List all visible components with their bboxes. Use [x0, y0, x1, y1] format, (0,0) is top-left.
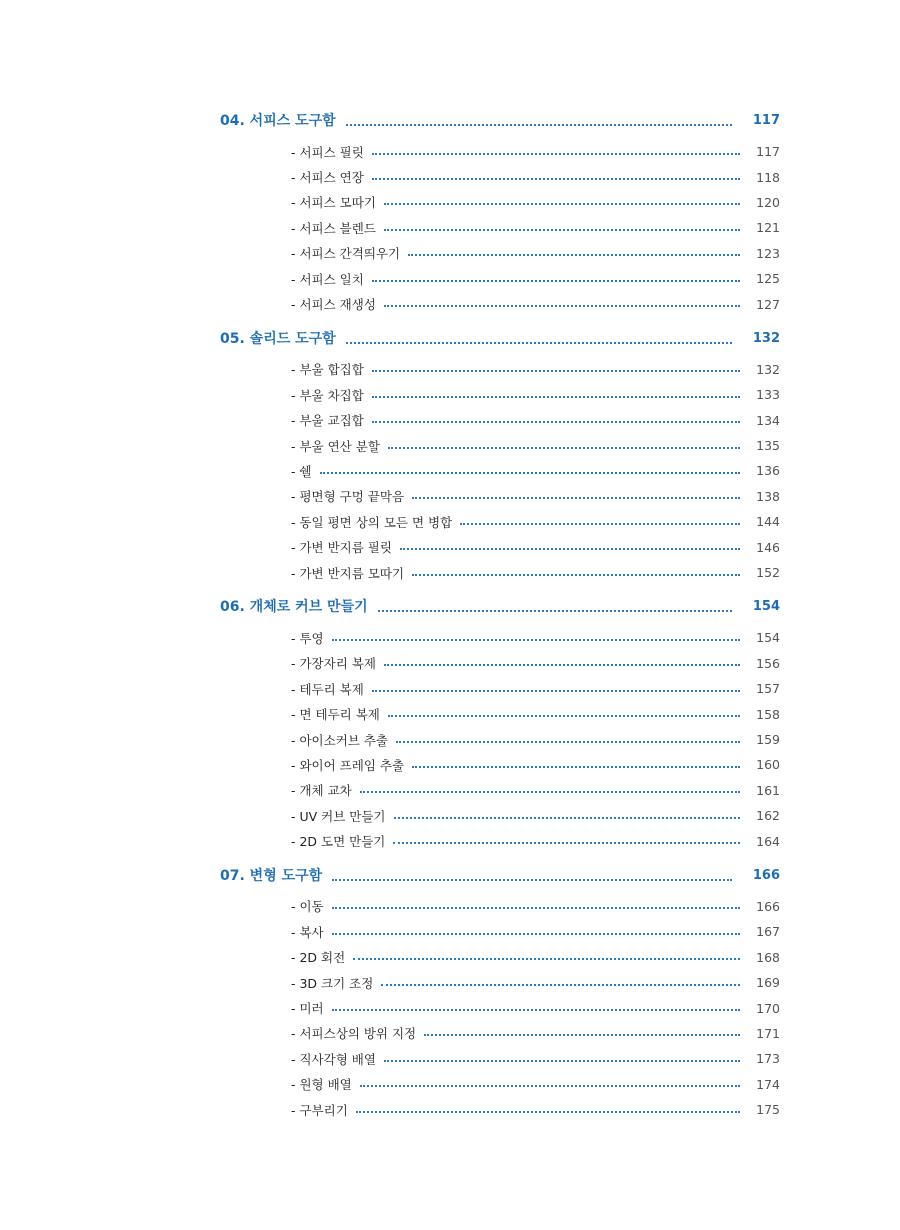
toc-entry[interactable] — [0, 1021, 780, 1046]
entry-label: - 서피스 재생성 — [291, 297, 376, 313]
entry-page-number: 166 — [756, 898, 780, 914]
entry-label: - 동일 평면 상의 모든 면 병합 — [291, 514, 453, 530]
entry-label: - 평면형 구멍 끝막음 — [291, 489, 405, 505]
toc-entry[interactable] — [0, 266, 780, 291]
entry-page-number: 160 — [756, 757, 780, 773]
entry-page-number: 164 — [756, 833, 780, 849]
toc-entry[interactable] — [0, 828, 780, 853]
section-title: 04. 서피스 도구함 — [220, 113, 336, 129]
entry-page-number: 161 — [756, 782, 780, 798]
entry-label: - 테두리 복제 — [291, 681, 364, 697]
dot-leader — [460, 523, 740, 525]
entry-label: - 서피스상의 방위 지정 — [291, 1026, 417, 1042]
dot-leader — [360, 1085, 740, 1087]
entry-page-number: 170 — [756, 1000, 780, 1016]
toc-entry[interactable] — [0, 291, 780, 316]
section-heading[interactable] — [0, 108, 780, 130]
dot-leader — [412, 766, 740, 768]
entry-label: - 면 테두리 복제 — [291, 707, 380, 723]
section-title: 07. 변형 도구함 — [220, 867, 323, 884]
dot-leader — [346, 342, 732, 344]
entry-page-number: 159 — [756, 732, 780, 747]
toc-entry[interactable] — [0, 803, 780, 828]
dot-leader — [378, 610, 732, 612]
toc-entry[interactable] — [0, 752, 780, 777]
entry-label: - 직사각형 배열 — [291, 1051, 376, 1067]
entry-label: - 서피스 간격띄우기 — [291, 246, 401, 262]
toc-entry[interactable] — [0, 190, 780, 215]
entry-label: - 투영 — [291, 630, 324, 646]
toc-entry[interactable] — [0, 458, 780, 483]
dot-leader — [372, 690, 740, 692]
entry-page-number: 117 — [756, 144, 780, 160]
dot-leader — [400, 548, 740, 550]
dot-leader — [412, 497, 740, 499]
section-title: 05. 솔리드 도구함 — [220, 330, 336, 347]
section-page-number: 154 — [752, 599, 780, 615]
entry-label: - 부울 합집합 — [291, 362, 364, 378]
dot-leader — [372, 396, 740, 398]
entry-page-number: 175 — [756, 1102, 780, 1118]
dot-leader — [384, 305, 740, 307]
toc-entry[interactable] — [0, 778, 780, 803]
dot-leader — [332, 879, 732, 881]
toc-entry[interactable] — [0, 676, 780, 701]
toc-entry[interactable] — [0, 1046, 780, 1071]
entry-list — [0, 894, 900, 1123]
dot-leader — [388, 715, 740, 717]
entry-page-number: 125 — [756, 271, 780, 287]
entry-page-number: 174 — [756, 1076, 780, 1092]
toc-entry[interactable] — [0, 1097, 780, 1122]
section-page-number: 166 — [752, 867, 780, 883]
entry-page-number: 168 — [756, 949, 780, 965]
toc-section-06 — [0, 594, 900, 854]
dot-leader — [424, 1034, 740, 1036]
toc-entry[interactable] — [0, 651, 780, 676]
entry-label: - 미러 — [291, 1001, 324, 1017]
entry-label: - 서피스 필릿 — [291, 144, 364, 160]
entry-list — [0, 139, 900, 317]
toc-entry[interactable] — [0, 995, 780, 1020]
entry-label: - 아이소커브 추출 — [291, 732, 388, 748]
toc-entry[interactable] — [0, 357, 780, 382]
toc-entry[interactable] — [0, 382, 780, 407]
dot-leader — [408, 254, 740, 256]
entry-page-number: 138 — [756, 488, 780, 504]
entry-label: - 복사 — [291, 924, 324, 940]
dot-leader — [332, 907, 740, 909]
dot-leader — [412, 574, 740, 576]
dot-leader — [332, 933, 740, 935]
toc-section-04 — [0, 108, 900, 317]
entry-page-number: 133 — [756, 387, 780, 403]
toc-entry[interactable] — [0, 970, 780, 995]
entry-label: - 3D 크기 조정 — [291, 975, 374, 991]
toc-entry[interactable] — [0, 433, 780, 458]
entry-label: - 부울 차집합 — [291, 387, 364, 403]
toc-entry[interactable] — [0, 139, 780, 164]
toc-section-07 — [0, 863, 900, 1123]
entry-page-number: 121 — [756, 220, 780, 236]
entry-label: - UV 커브 만들기 — [291, 808, 386, 824]
dot-leader — [356, 1111, 740, 1113]
entry-page-number: 120 — [756, 194, 780, 210]
entry-label: - 원형 배열 — [291, 1077, 352, 1093]
entry-page-number: 152 — [756, 565, 780, 581]
toc-entry[interactable] — [0, 701, 780, 726]
entry-label: - 가변 반지름 모따기 — [291, 565, 405, 581]
toc-entry[interactable] — [0, 484, 780, 509]
entry-page-number: 118 — [756, 169, 780, 185]
toc-entry[interactable] — [0, 164, 780, 189]
toc-entry[interactable] — [0, 1072, 780, 1097]
dot-leader — [372, 280, 740, 282]
entry-label: - 서피스 블렌드 — [291, 220, 376, 236]
dot-leader — [384, 1060, 740, 1062]
entry-page-number: 134 — [756, 412, 780, 428]
entry-label: - 쉘 — [291, 463, 312, 479]
dot-leader — [332, 639, 740, 641]
section-title: 06. 개체로 커브 만들기 — [220, 599, 368, 616]
entry-page-number: 154 — [756, 630, 780, 646]
toc-entry[interactable] — [0, 509, 780, 534]
dot-leader — [372, 178, 740, 180]
dot-leader — [360, 791, 740, 793]
entry-label: - 서피스 연장 — [291, 170, 364, 186]
entry-page-number: 157 — [756, 681, 780, 697]
toc-entry[interactable] — [0, 215, 780, 240]
dot-leader — [320, 472, 740, 474]
entry-label: - 2D 도면 만들기 — [291, 834, 386, 850]
dot-leader — [332, 1009, 740, 1011]
entry-page-number: 144 — [756, 514, 780, 530]
section-heading[interactable] — [0, 326, 780, 348]
dot-leader — [353, 958, 740, 960]
entry-page-number: 169 — [756, 975, 780, 991]
entry-page-number: 146 — [756, 539, 780, 555]
entry-label: - 서피스 모따기 — [291, 195, 376, 211]
section-heading[interactable] — [0, 863, 780, 885]
entry-page-number: 135 — [756, 438, 780, 454]
entry-page-number: 173 — [756, 1051, 780, 1067]
entry-page-number: 158 — [756, 706, 780, 722]
entry-label: - 부울 연산 분할 — [291, 438, 380, 454]
dot-leader — [393, 842, 740, 844]
entry-list — [0, 625, 900, 854]
entry-label: - 이동 — [291, 899, 324, 915]
toc-entry[interactable] — [0, 408, 780, 433]
dot-leader — [381, 984, 740, 986]
section-page-number: 117 — [752, 113, 780, 128]
entry-page-number: 167 — [756, 924, 780, 940]
dot-leader — [372, 421, 740, 423]
dot-leader — [384, 203, 740, 205]
toc-entry[interactable] — [0, 534, 780, 559]
table-of-contents — [0, 108, 900, 1131]
section-heading[interactable] — [0, 594, 780, 616]
entry-page-number: 132 — [756, 361, 780, 377]
entry-label: - 가변 반지름 필릿 — [291, 540, 392, 556]
dot-leader — [346, 124, 732, 126]
toc-entry[interactable] — [0, 625, 780, 650]
dot-leader — [384, 664, 740, 666]
dot-leader — [396, 741, 740, 743]
toc-entry[interactable] — [0, 894, 780, 919]
entry-label: - 부울 교집합 — [291, 413, 364, 429]
entry-label: - 와이어 프레임 추출 — [291, 757, 405, 773]
entry-page-number: 162 — [756, 808, 780, 824]
entry-page-number: 156 — [756, 655, 780, 671]
dot-leader — [388, 447, 740, 449]
toc-entry[interactable] — [0, 945, 780, 970]
entry-page-number: 123 — [756, 245, 780, 261]
toc-entry[interactable] — [0, 241, 780, 266]
toc-section-05 — [0, 326, 900, 586]
dot-leader — [372, 370, 740, 372]
entry-list — [0, 357, 900, 586]
entry-page-number: 136 — [756, 463, 780, 479]
dot-leader — [372, 153, 740, 155]
section-page-number: 132 — [752, 330, 780, 346]
entry-page-number: 171 — [756, 1025, 780, 1041]
dot-leader — [394, 817, 740, 819]
dot-leader — [384, 229, 740, 231]
entry-label: - 개체 교차 — [291, 783, 352, 799]
entry-label: - 구부리기 — [291, 1102, 348, 1118]
toc-entry[interactable] — [0, 919, 780, 944]
toc-entry[interactable] — [0, 727, 780, 752]
entry-page-number: 127 — [756, 296, 780, 312]
entry-label: - 가장자리 복제 — [291, 656, 376, 672]
entry-label: - 2D 회전 — [291, 950, 346, 966]
toc-entry[interactable] — [0, 560, 780, 585]
entry-label: - 서피스 일치 — [291, 271, 364, 287]
